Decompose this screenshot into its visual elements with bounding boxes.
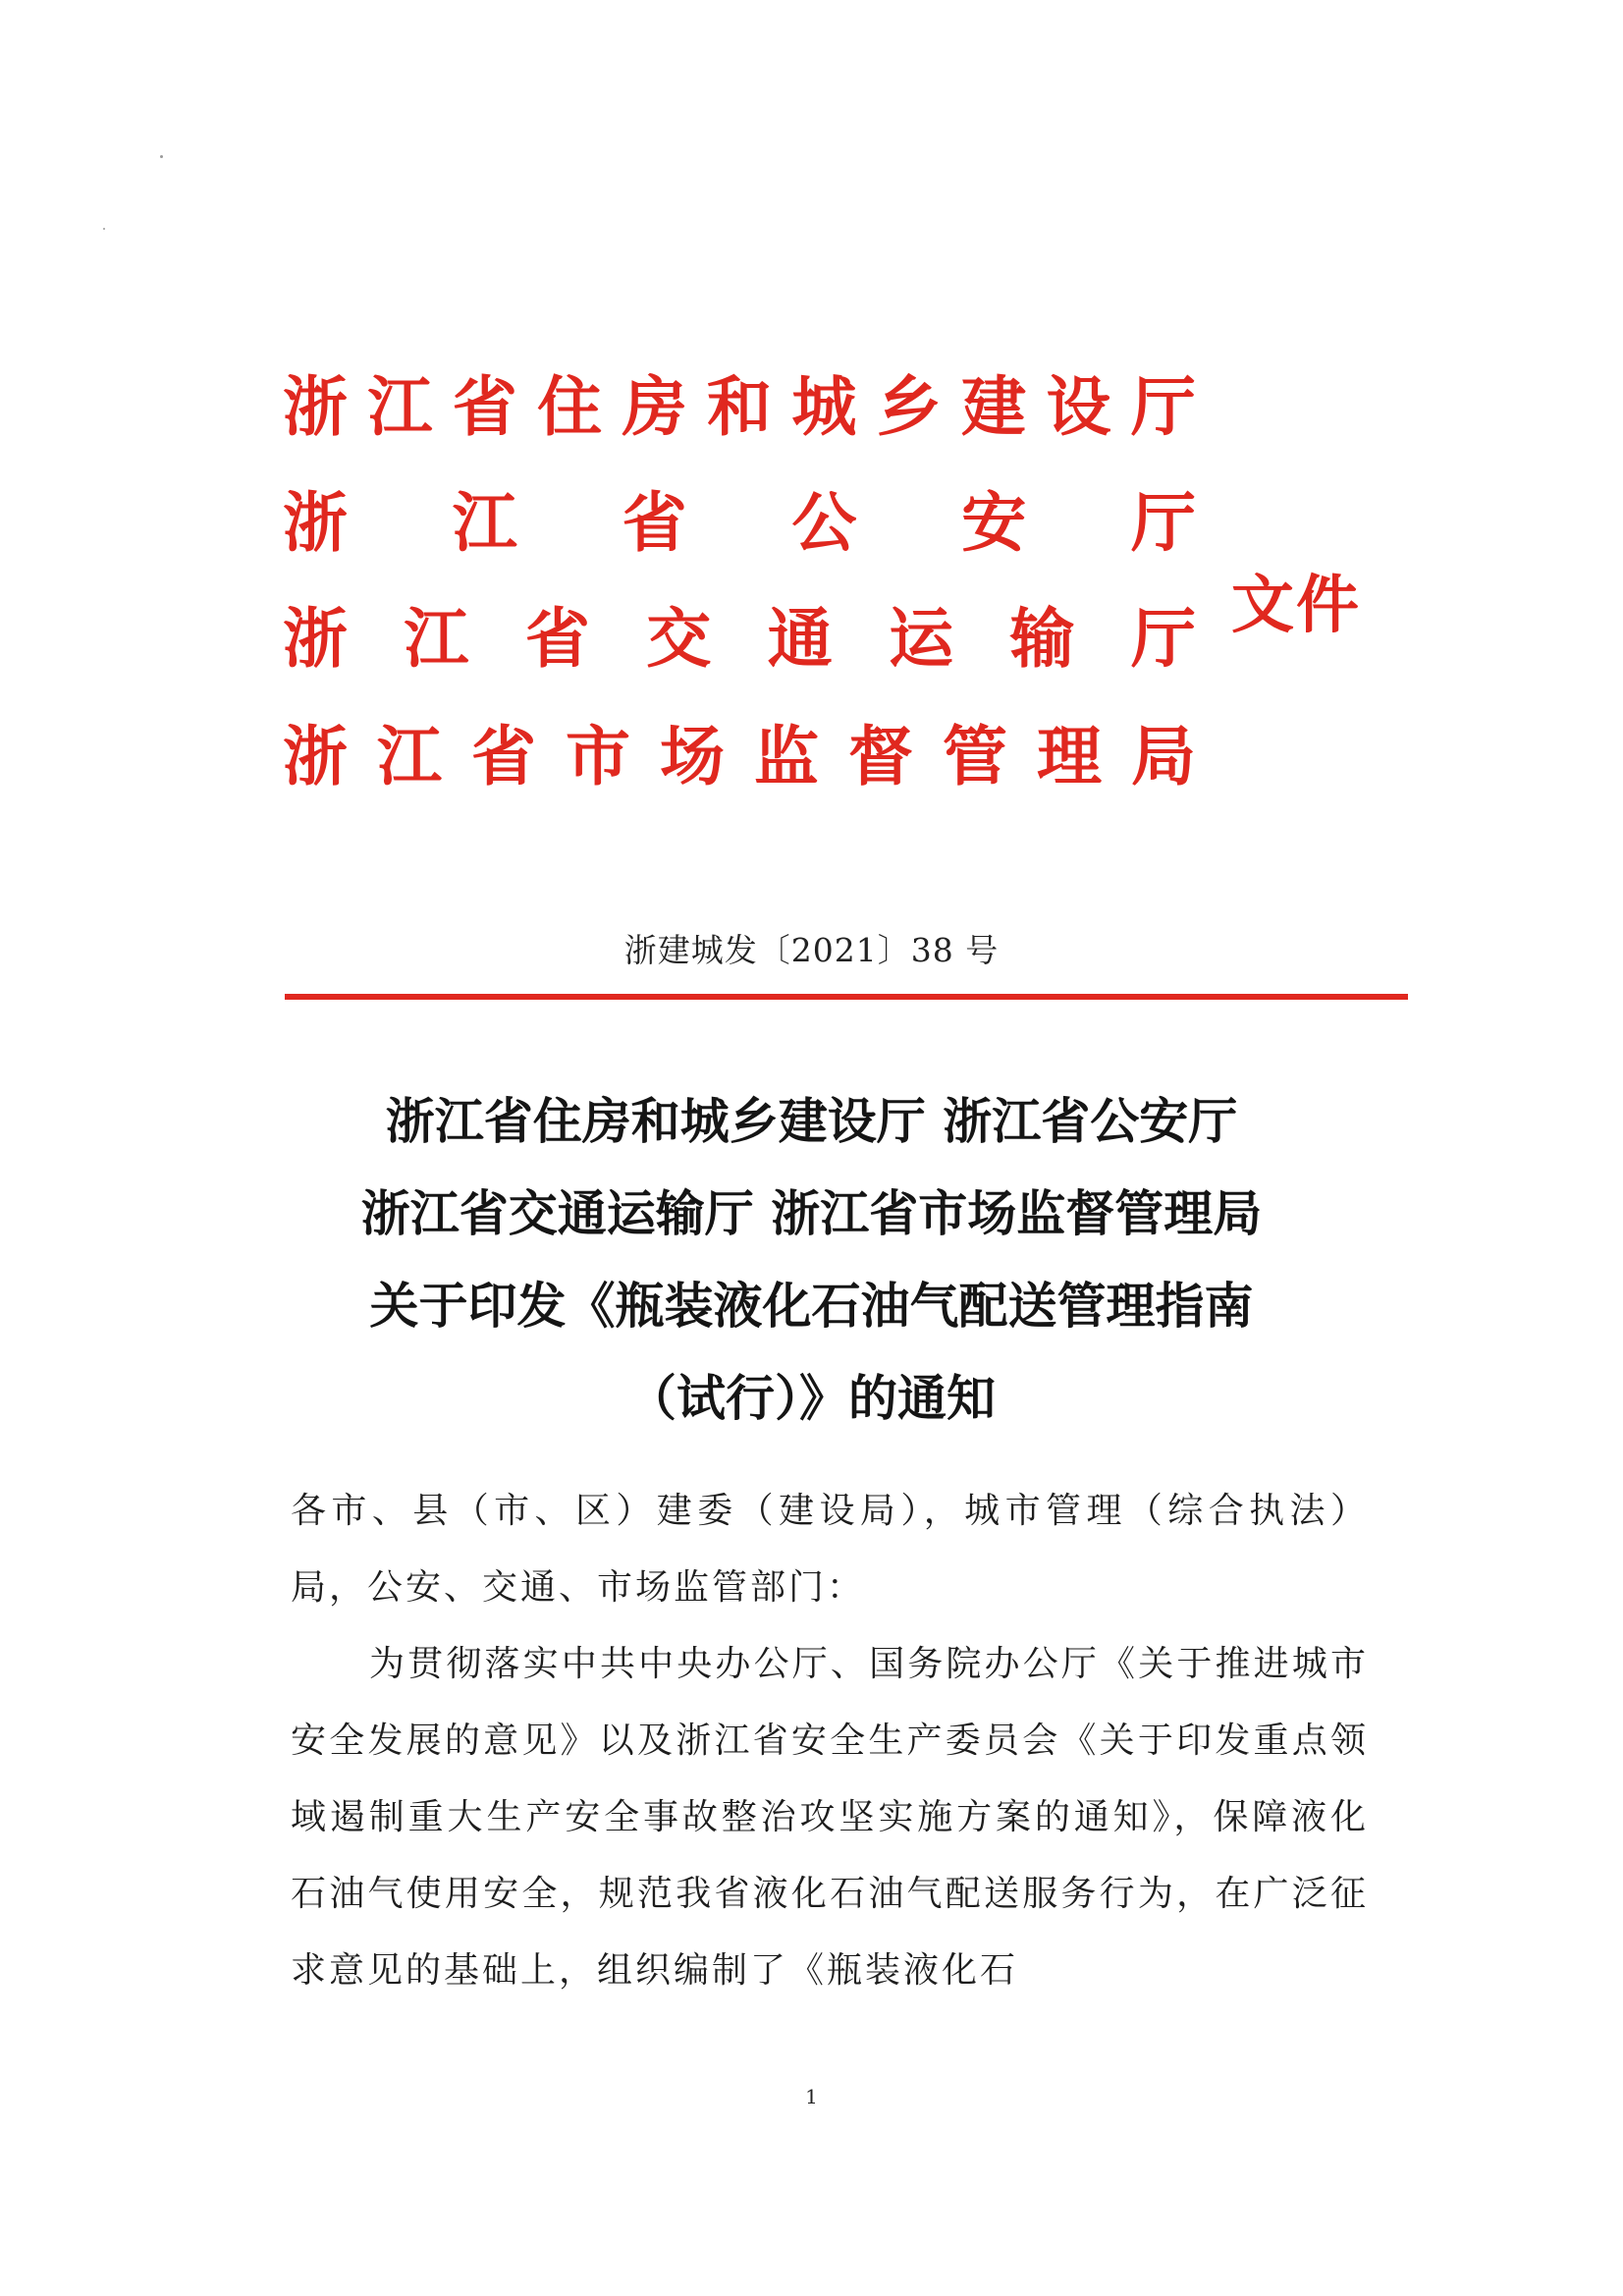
agency-char: 运 <box>889 601 954 677</box>
agency-char: 督 <box>848 719 913 794</box>
agency-char: 浙 <box>283 719 348 794</box>
agency-char: 监 <box>754 719 819 794</box>
agency-char: 市 <box>566 719 630 794</box>
agency-char: 省 <box>622 485 687 561</box>
document-suffix: 文件 <box>1231 570 1361 642</box>
agency-char: 建 <box>961 369 1027 445</box>
agency-char: 省 <box>524 601 590 677</box>
salutation: 各市、县（市、区）建委（建设局），城市管理（综合执法）局，公安、交通、市场监管部门： <box>291 1491 1369 1608</box>
agency-char: 城 <box>791 369 857 445</box>
agency-line-housing <box>283 358 1196 457</box>
agency-line-transport <box>283 590 1196 688</box>
notice-body <box>291 1473 1369 2009</box>
title-line: 浙江省交通运输厅 浙江省市场监督管理局 <box>360 1185 1263 1242</box>
red-divider-rule <box>285 994 1408 1000</box>
agency-char: 浙 <box>283 601 348 677</box>
agency-char: 安 <box>961 485 1027 561</box>
scan-speck <box>160 155 163 158</box>
agency-char: 省 <box>471 719 536 794</box>
document-number: 浙建城发〔2021〕38 号 <box>623 931 1000 969</box>
title-line: （试行）》的通知 <box>627 1370 996 1427</box>
issuing-agencies-header <box>283 358 1363 820</box>
notice-title <box>0 1075 1623 1445</box>
agency-char: 厅 <box>1130 601 1196 677</box>
agency-char: 厅 <box>1130 485 1196 561</box>
agency-char: 房 <box>622 369 687 445</box>
agency-line-market-supervision <box>283 708 1196 806</box>
agency-char: 乡 <box>876 369 942 445</box>
agency-char: 江 <box>452 485 517 561</box>
title-line: 浙江省住房和城乡建设厅 浙江省公安厅 <box>385 1093 1238 1150</box>
agency-char: 江 <box>367 369 433 445</box>
page-number: 1 <box>805 2085 818 2108</box>
agency-char: 江 <box>404 601 469 677</box>
scan-speck <box>103 228 105 230</box>
agency-char: 输 <box>1009 601 1075 677</box>
agency-char: 和 <box>706 369 772 445</box>
agency-char: 省 <box>452 369 517 445</box>
agency-char: 场 <box>660 719 725 794</box>
agency-char: 通 <box>767 601 833 677</box>
title-line: 关于印发《瓶装液化石油气配送管理指南 <box>369 1278 1254 1335</box>
agency-char: 厅 <box>1130 369 1196 445</box>
agency-char: 浙 <box>283 485 348 561</box>
agency-char: 浙 <box>283 369 348 445</box>
agency-char: 江 <box>377 719 442 794</box>
agency-char: 住 <box>537 369 603 445</box>
agency-char: 设 <box>1046 369 1111 445</box>
body-paragraph: 为贯彻落实中共中央办公厅、国务院办公厅《关于推进城市安全发展的意见》以及浙江省安全生产委员会《关于印发重点领域遏制重大生产安全事故整治攻坚实施方案的通知》，保障液化石油气使用安全，规范我省液化石油气配送服务行为，在广泛征求意见的基础上，组织编制了《瓶装液化石 <box>291 1644 1369 1991</box>
agency-char: 公 <box>791 485 857 561</box>
agency-line-public-security <box>283 474 1196 573</box>
agency-char: 理 <box>1037 719 1102 794</box>
agency-char: 管 <box>943 719 1007 794</box>
agency-char: 交 <box>646 601 712 677</box>
agency-char: 局 <box>1131 719 1196 794</box>
